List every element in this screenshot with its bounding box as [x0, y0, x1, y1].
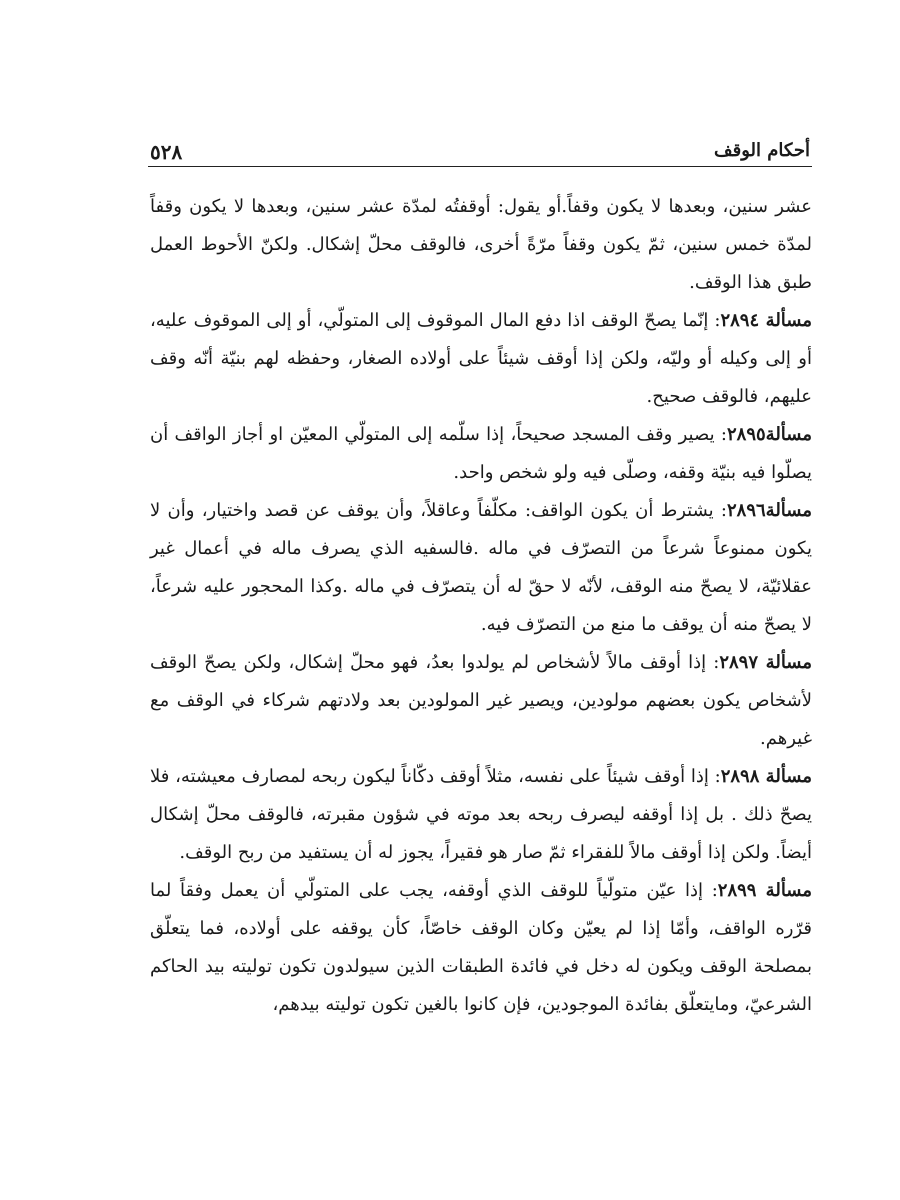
- issue-paragraph: [150, 644, 812, 758]
- page-body: [150, 188, 812, 1024]
- issue-text: : إذا عيّن متولّياً للوقف الذي أوقفه، يجب على المتولّي أن يعمل وفقاً لما قرّره الواقف، وأمّا إذا لم يعيّن وكان الوقف خاصّاً، كأن يوقفه على أولاده، فما يتعلّق بمصلحة الوقف ويكون له دخل في فائدة الطبقات الذين سيولدون تكون توليته بيد الحاكم الشرعيّ، ومايتعلّق بفائدة الموجودين، فإن كانوا بالغين تكون توليته بيدهم،: [150, 880, 812, 1015]
- running-title: أحكام الوقف: [714, 140, 810, 161]
- issue-label: مسألة ٢٨٩٤: [720, 310, 812, 331]
- issue-label: مسألة٢٨٩٥: [727, 424, 812, 445]
- issue-text: : يصير وقف المسجد صحيحاً، إذا سلّمه إلى المتولّي المعيّن او أجاز الواقف أن يصلّوا فيه بنيّة وقفه، وصلّى فيه ولو شخص واحد.: [150, 424, 812, 483]
- page-header: [150, 140, 810, 166]
- issue-paragraph: [150, 492, 812, 644]
- issue-text: : يشترط أن يكون الواقف: مكلّفاً وعاقلاً، وأن يوقف عن قصد واختيار، وأن لا يكون ممنوعاً شرعاً من التصرّف في ماله .فالسفيه الذي يصرف ماله في أعمال غير عقلائيّة، لا يصحّ منه الوقف، لأنّه لا حقّ له أن يتصرّف في ماله .وكذا المحجور عليه شرعاً، لا يصحّ منه أن يوقف ما منع من التصرّف فيه.: [150, 500, 813, 635]
- issue-label: مسألة٢٨٩٦: [727, 500, 812, 521]
- issue-paragraph: [150, 872, 812, 1024]
- issue-paragraph: [150, 302, 812, 416]
- issue-text: : إنّما يصحّ الوقف اذا دفع المال الموقوف إلى المتولّي، أو إلى الموقوف عليه، أو إلى وكيله أو وليّه، ولكن إذا أوقف شيئاً على أولاده الصغار، وحفظه لهم بنيّة أنّه وقف عليهم، فالوقف صحيح.: [150, 310, 812, 407]
- issue-label: مسألة ٢٨٩٧: [719, 652, 813, 673]
- issue-text: : إذا أوقف شيئاً على نفسه، مثلاً أوقف دكّاناً ليكون ربحه لمصارف معيشته، فلا يصحّ ذلك . بل إذا أوقفه ليصرف ربحه بعد موته في شؤون مقبرته، فالوقف محلّ إشكال أيضاً. ولكن إذا أوقف مالاً للفقراء ثمّ صار هو فقيراً، يجوز له أن يستفيد من ربح الوقف.: [150, 766, 812, 863]
- header-rule: [148, 166, 812, 167]
- issue-label: مسألة ٢٨٩٩: [717, 880, 812, 901]
- issue-label: مسألة ٢٨٩٨: [720, 766, 812, 787]
- issue-text: : إذا أوقف مالاً لأشخاص لم يولدوا بعدُ، فهو محلّ إشكال، ولكن يصحّ الوقف لأشخاص يكون بعضهم مولودين، ويصير غير المولودين بعد ولادتهم شركاء في الوقف مع غيرهم.: [150, 652, 812, 749]
- issue-paragraph: [150, 758, 812, 872]
- issue-paragraph: [150, 416, 812, 492]
- intro-paragraph: عشر سنين، وبعدها لا يكون وقفاً.أو يقول: أوقفتُه لمدّة عشر سنين، وبعدها لا يكون وقفاً لمدّة خمس سنين، ثمّ يكون وقفاً مرّةً أخرى، فالوقف محلّ إشكال. ولكنّ الأحوط العمل طبق هذا الوقف.: [150, 196, 812, 293]
- page-number: ٥٢٨: [150, 140, 183, 164]
